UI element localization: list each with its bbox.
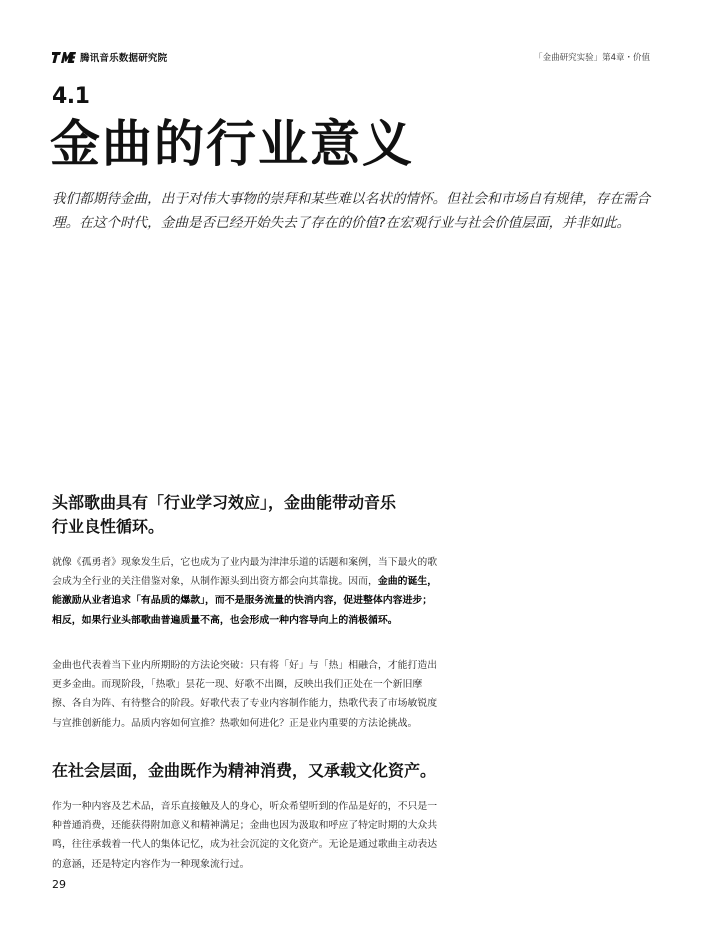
block2-heading <box>52 759 442 783</box>
section-title: 金曲的行业意义 <box>50 115 414 173</box>
block2-paragraph-1 <box>52 797 442 874</box>
block1-heading <box>52 491 442 539</box>
brand-name: 腾讯音乐数据研究院 <box>80 53 168 64</box>
brand <box>52 50 167 64</box>
section-number: 4.1 <box>52 84 90 109</box>
tme-logo-icon <box>52 52 76 63</box>
block2-p1-text: 作为一种内容及艺术品，音乐直接触及人的身心，听众希望听到的作品是好的，不只是一种普通消费，还能获得附加意义和精神满足；金曲也因为汲取和呼应了特定时期的大众共鸣，往往承载着一代人的集体记忆，成为社会沉淀的文化资产。无论是通过歌曲主动表达的意涵，还是特定内容作为一种现象流行过。 <box>52 801 438 870</box>
intro-paragraph <box>52 187 662 235</box>
intro-line-2: 理。在这个时代，金曲是否已经开始失去了存在的价值?在宏观行业与社会价值层面，并非如此。 <box>52 215 631 231</box>
block1-paragraph-1 <box>52 553 442 630</box>
block1-heading-line-1: 头部歌曲具有「行业学习效应」，金曲能带动音乐 <box>52 493 397 512</box>
running-head: 「金曲研究实验」第4章・价值 <box>534 53 650 63</box>
intro-line-1: 我们都期待金曲，出于对伟大事物的崇拜和某些难以名状的情怀。但社会和市场自有规律，存在需合 <box>52 191 651 207</box>
block1-p1-text: 就像《孤勇者》现象发生后，它也成为了业内最为津津乐道的话题和案例，当下最火的歌会成为全行业的关注借鉴对象，从制作源头到出资方都会向其靠拢。因而， <box>52 557 438 588</box>
block1-p1-emphasis: 金曲的诞生，能激励从业者追求「有品质的爆款」，而不是服务流量的快消内容，促进整体内容进步；相反，如果行业头部歌曲普遍质量不高，也会形成一种内容导向上的消极循环。 <box>52 576 438 626</box>
block1-paragraph-2 <box>52 656 442 733</box>
block1-heading-line-2: 行业良性循环。 <box>52 517 165 536</box>
block2-heading-text: 在社会层面，金曲既作为精神消费，又承载文化资产。 <box>52 761 437 780</box>
page-number: 29 <box>52 878 66 891</box>
page-header <box>52 50 650 64</box>
block1-p2-text: 金曲也代表着当下业内所期盼的方法论突破：只有将「好」与「热」相融合，才能打造出更多金曲。而现阶段，「热歌」昙花一现、好歌不出圈，反映出我们正处在一个新旧摩擦、各自为阵、有待整合的阶段。好歌代表了专业内容制作能力，热歌代表了市场敏锐度与宣推创新能力。品质内容如何宣推？热歌如何进化？正是业内重要的方法论挑战。 <box>52 660 438 729</box>
